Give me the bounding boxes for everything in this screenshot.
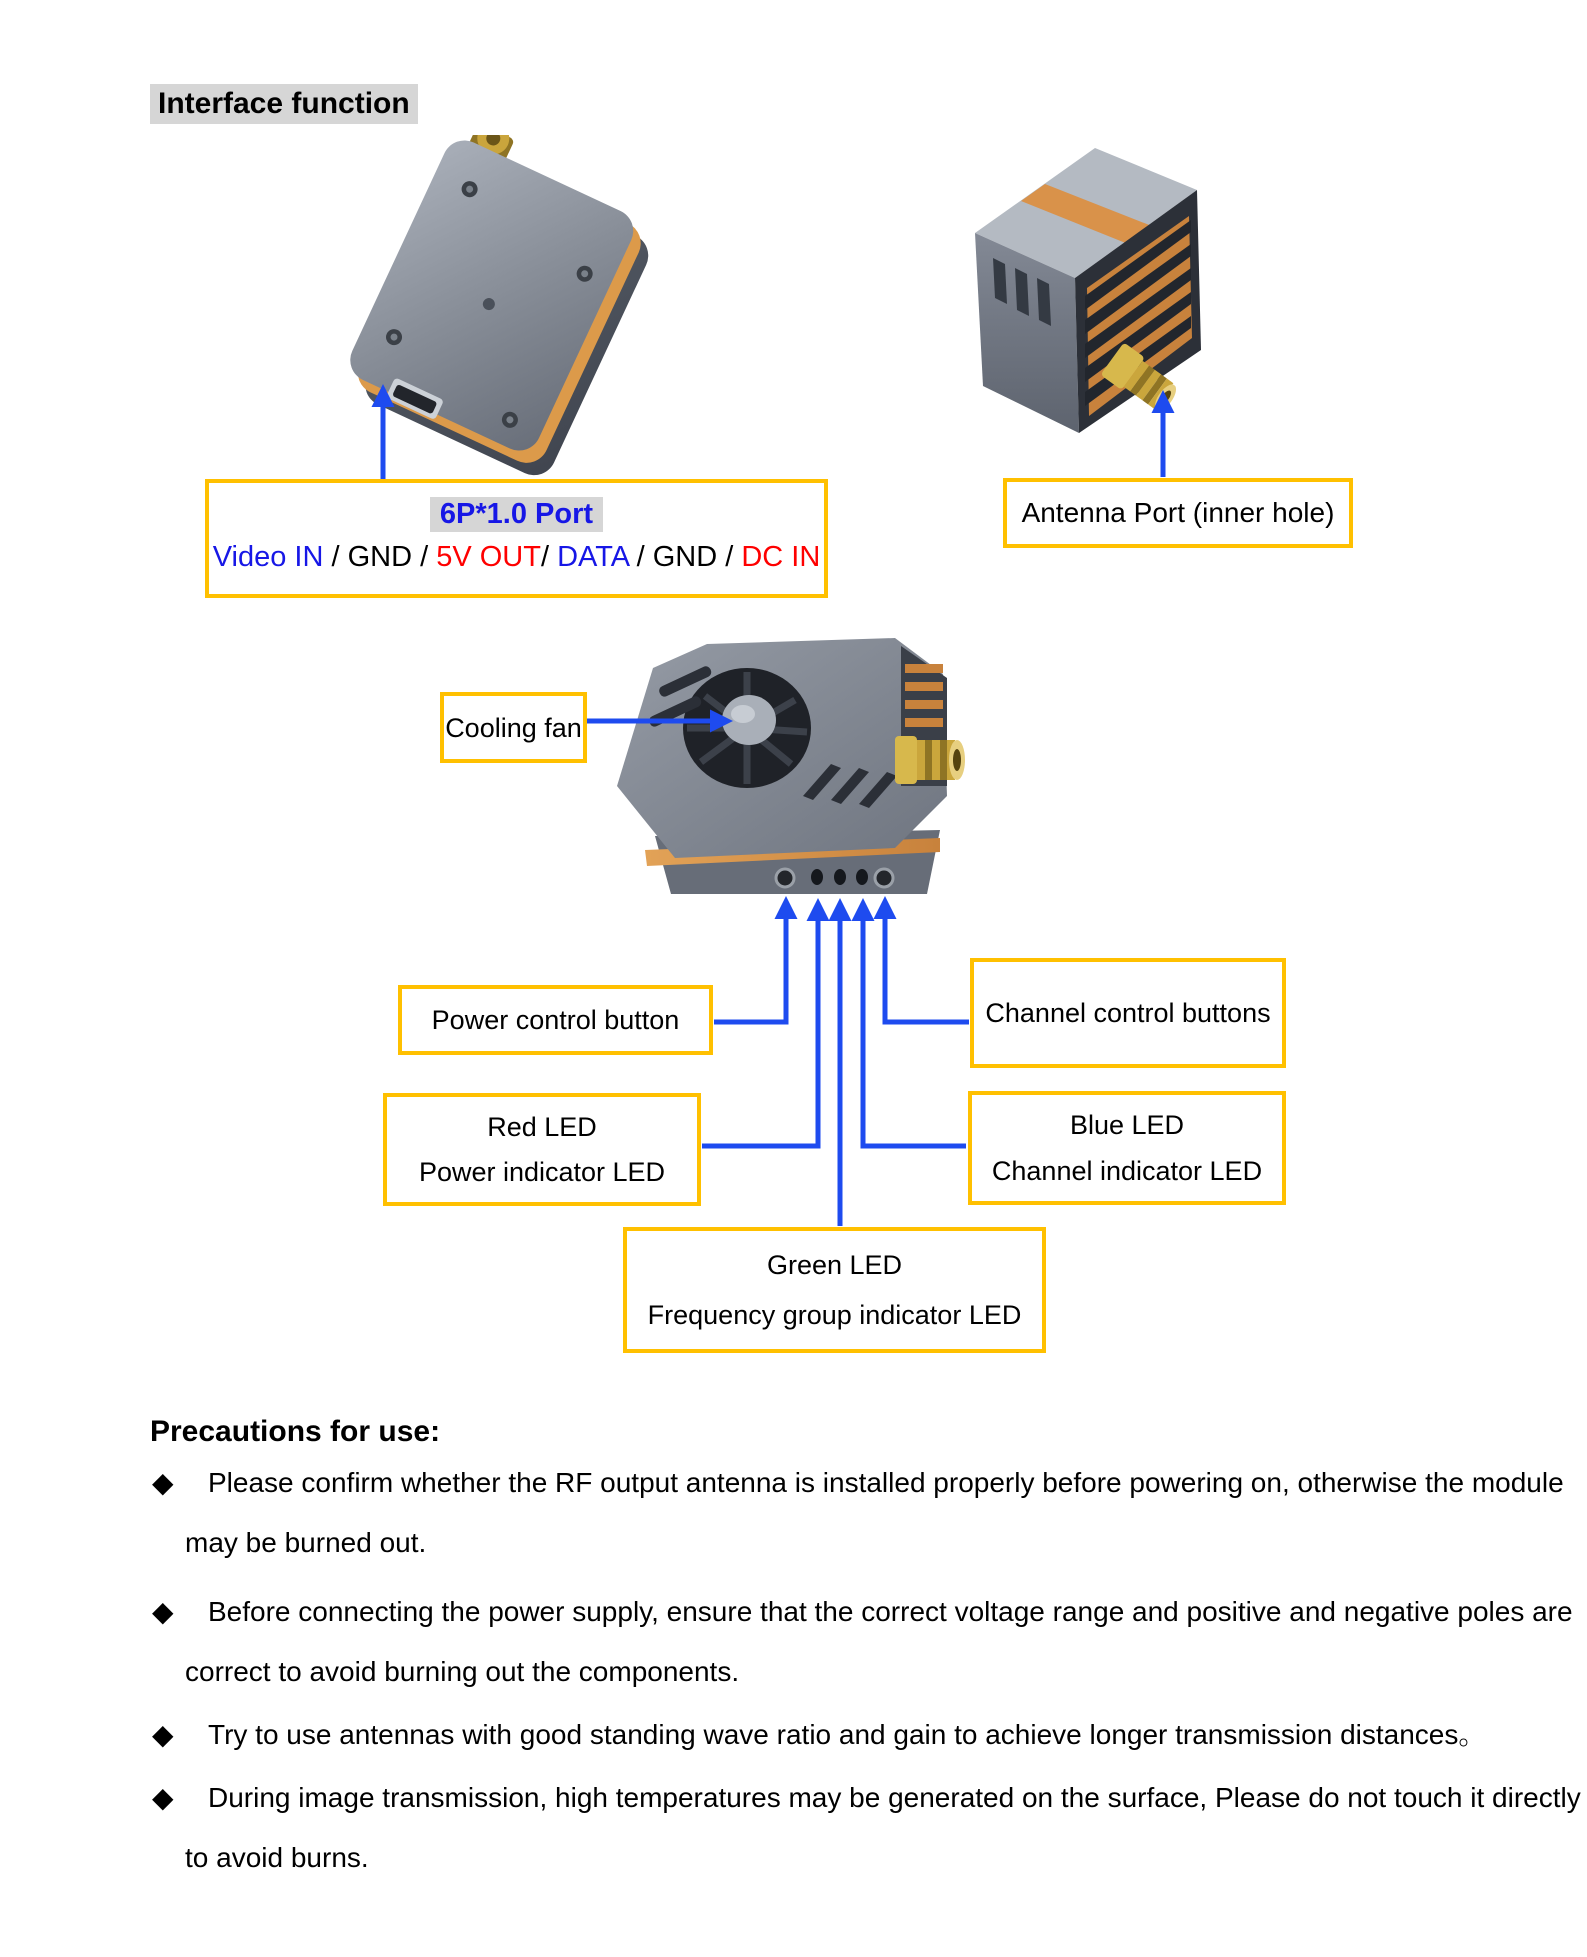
callout-port-box	[205, 479, 828, 598]
diamond-bullet-icon: ◆	[152, 1596, 174, 1627]
precaution-line: correct to avoid burning out the components.	[185, 1656, 740, 1687]
arrow-power-button	[714, 916, 786, 1022]
pin-segment: 5V OUT	[436, 541, 541, 573]
pin-separator: /	[412, 541, 437, 573]
callout-cooling-fan	[440, 692, 587, 763]
diamond-bullet-icon: ◆	[152, 1719, 174, 1750]
diamond-bullet-icon: ◆	[152, 1467, 174, 1498]
port-pinout	[213, 540, 821, 574]
device-photo-rear-view	[320, 135, 650, 480]
precaution-item	[152, 1453, 1564, 1573]
precaution-line	[152, 1705, 1552, 1765]
channel-buttons-label: Channel control buttons	[985, 998, 1271, 1028]
cooling-fan	[683, 668, 811, 788]
pin-segment: DATA	[557, 541, 629, 573]
cooling-fan-label: Cooling fan	[445, 712, 582, 743]
port-title: 6P*1.0 Port	[430, 497, 603, 532]
callout-green-led	[623, 1227, 1046, 1353]
pin-separator: /	[628, 541, 653, 573]
diamond-bullet-icon: ◆	[152, 1782, 174, 1813]
precaution-line	[152, 1582, 1573, 1642]
callout-antenna-port	[1003, 478, 1353, 548]
callout-blue-led	[968, 1091, 1286, 1205]
pin-segment: Video IN	[212, 541, 324, 573]
sma-antenna-port	[895, 736, 965, 784]
power-button-label: Power control button	[431, 1005, 680, 1035]
blue-led-title: Blue LED	[1069, 1110, 1185, 1140]
red-led-title: Red LED	[487, 1111, 597, 1142]
precaution-line	[152, 1768, 1581, 1828]
precaution-item	[152, 1705, 1552, 1765]
callout-power-button	[398, 985, 713, 1055]
precaution-line: may be burned out.	[185, 1527, 427, 1558]
device-photo-top-view	[595, 636, 980, 911]
arrow-red-led	[702, 918, 818, 1146]
callout-red-led	[383, 1093, 701, 1206]
red-led-desc: Power indicator LED	[418, 1157, 666, 1188]
green-led-desc: Frequency group indicator LED	[647, 1300, 1022, 1330]
pin-separator: /	[717, 541, 742, 573]
precaution-text: Please confirm whether the RF output antenna is installed properly before powering on, otherwise the module	[208, 1467, 1564, 1498]
arrow-blue-led	[863, 918, 966, 1146]
precaution-text: Before connecting the power supply, ensure that the correct voltage range and positive and negative poles are	[208, 1596, 1573, 1627]
precaution-line: to avoid burns.	[185, 1842, 369, 1873]
precautions-heading: Precautions for use:	[150, 1415, 441, 1448]
device-photo-side-view	[945, 128, 1215, 478]
precaution-line	[152, 1453, 1564, 1513]
page-title: Interface function	[150, 84, 418, 124]
blue-led-desc: Channel indicator LED	[991, 1156, 1263, 1186]
arrow-channel-buttons	[885, 916, 969, 1022]
precaution-text: During image transmission, high temperatures may be generated on the surface, Please do not touch it directly	[208, 1782, 1581, 1813]
precaution-item	[152, 1768, 1581, 1888]
green-led-title: Green LED	[766, 1250, 903, 1280]
pin-segment: GND	[652, 541, 718, 573]
pin-separator: /	[323, 541, 348, 573]
pin-segment: GND	[347, 541, 413, 573]
pin-segment: DC IN	[741, 541, 821, 573]
precaution-text: Try to use antennas with good standing wave ratio and gain to achieve longer transmission distances。	[208, 1719, 1487, 1750]
precaution-item	[152, 1582, 1573, 1702]
antenna-port-label: Antenna Port (inner hole)	[1021, 497, 1335, 528]
device-back-plate	[343, 135, 640, 458]
callout-channel-buttons	[970, 958, 1286, 1068]
pin-separator: /	[540, 541, 558, 573]
